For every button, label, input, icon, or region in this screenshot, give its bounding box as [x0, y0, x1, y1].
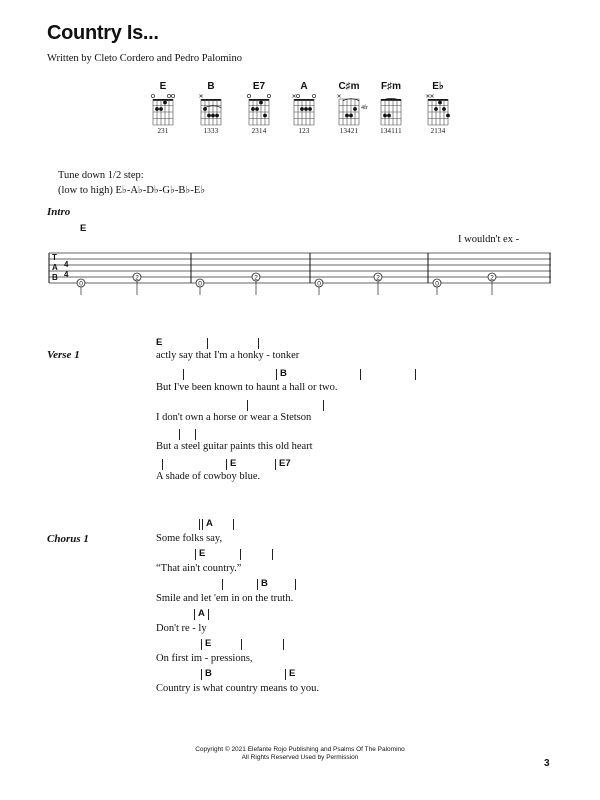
tab-letter: B [52, 273, 58, 282]
beat-slash [323, 400, 324, 411]
chord-name: A [300, 81, 308, 92]
time-signature-top: 4 [64, 260, 69, 269]
chord-marker-e7: E7 [279, 458, 291, 469]
chord-marker-e: E [156, 337, 163, 348]
beat-slash [183, 369, 184, 380]
tab-note: 2 [135, 274, 139, 282]
beat-slash [226, 459, 227, 470]
chord-grid-icon [150, 93, 176, 127]
beat-slash [283, 639, 284, 650]
chord-grid-icon [291, 93, 317, 127]
chord-fingering: 134111 [380, 127, 402, 135]
beat-slash [207, 338, 208, 349]
tab-note: 0 [198, 280, 202, 288]
verse-lyric-line: actly say that I'm a honky - tonker [156, 350, 300, 361]
chord-name: E♭ [432, 81, 444, 92]
chord-marker-a: A [198, 608, 205, 619]
repeat-bar [202, 519, 203, 530]
chord-grid-icon [198, 93, 224, 127]
chorus-lyric-line: “That ain't country.” [156, 563, 242, 574]
tab-letter: T [52, 253, 57, 262]
tab-letter: A [52, 263, 58, 272]
chorus-lyric-line: Don't re - ly [156, 623, 207, 634]
beat-slash [276, 369, 277, 380]
chord-marker-e: E [199, 548, 206, 559]
song-credit: Written by Cleto Cordero and Pedro Palomino [47, 53, 242, 64]
verse-lyric-line: A shade of cowboy blue. [156, 471, 261, 482]
intro-pickup-lyric: I wouldn't ex - [458, 234, 520, 245]
tuning-info [58, 168, 205, 198]
chorus-lyric-line: Some folks say, [156, 533, 223, 544]
tab-note: 2 [490, 274, 494, 282]
chord-fingering: 2314 [251, 127, 267, 135]
chord-diagram-eflat [423, 81, 453, 136]
verse-lyric-line: But a steel guitar paints this old heart [156, 441, 313, 452]
intro-chord: E [80, 223, 87, 234]
beat-slash [179, 429, 180, 440]
chord-diagram-a [289, 81, 319, 136]
beat-slash [194, 609, 195, 620]
chord-name: C♯m [338, 81, 360, 92]
chord-fingering: 13421 [339, 127, 359, 135]
tab-note: 0 [435, 280, 439, 288]
beat-slash [415, 369, 416, 380]
tuning-line-2: (low to high) E♭-A♭-D♭-G♭-B♭-E♭ [58, 185, 206, 196]
beat-slash [257, 579, 258, 590]
beat-slash [258, 338, 259, 349]
section-label-verse: Verse 1 [47, 349, 80, 361]
beat-slash [195, 549, 196, 560]
chorus-lyric-line: Smile and let 'em in on the truth. [156, 593, 294, 604]
copyright-line: Copyright © 2021 Elefante Rojo Publishing and Psalms Of The Palomino [195, 746, 405, 753]
beat-slash [295, 579, 296, 590]
tab-note: 2 [254, 274, 258, 282]
section-label-chorus: Chorus 1 [47, 533, 89, 545]
chord-diagram-fsharp-minor [376, 81, 406, 136]
chorus-lyric-line: On first im - pressions, [156, 653, 253, 664]
time-signature-bottom: 4 [64, 270, 69, 279]
beat-slash [285, 669, 286, 680]
chord-grid-icon [246, 93, 272, 127]
tuning-line-1: Tune down 1/2 step: [58, 170, 144, 181]
chord-grid-icon [425, 93, 451, 127]
chord-name: E7 [252, 81, 266, 92]
chord-marker-b: B [205, 668, 212, 679]
chord-marker-a: A [206, 518, 213, 529]
chord-diagram-b [196, 81, 226, 136]
copyright-footer [0, 746, 600, 762]
rights-line: All Rights Reserved Used by Permission [241, 754, 359, 761]
chord-fingering: 2134 [430, 127, 446, 135]
page-number: 3 [544, 758, 550, 769]
beat-slash [201, 669, 202, 680]
section-label-intro: Intro [47, 206, 71, 218]
beat-slash [241, 639, 242, 650]
beat-slash [201, 639, 202, 650]
chord-name: E [159, 81, 167, 92]
chord-diagram-e7 [244, 81, 274, 136]
beat-slash [247, 400, 248, 411]
chord-marker-e: E [289, 668, 296, 679]
chord-fingering: 123 [298, 127, 310, 135]
chorus-lyric-line: Country is what country means to you. [156, 683, 320, 694]
fret-number: 4fr [361, 105, 368, 111]
beat-slash [222, 579, 223, 590]
song-title: Country Is... [47, 22, 159, 44]
chord-marker-e: E [205, 638, 212, 649]
chord-marker-b: B [280, 368, 287, 379]
chord-marker-b: B [261, 578, 268, 589]
chord-grid-icon [336, 93, 362, 127]
beat-slash [233, 519, 234, 530]
beat-slash [360, 369, 361, 380]
verse-lyric-line: But I've been known to haunt a hall or two. [156, 382, 338, 393]
beat-slash [240, 549, 241, 560]
beat-slash [208, 609, 209, 620]
chord-name: B [207, 81, 215, 92]
beat-slash [195, 429, 196, 440]
tab-note: 0 [317, 280, 321, 288]
chord-fingering: 231 [157, 127, 169, 135]
chord-marker-e: E [230, 458, 237, 469]
beat-slash [162, 459, 163, 470]
tab-note: 2 [376, 274, 380, 282]
chord-name: F♯m [381, 81, 401, 92]
beat-slash [272, 549, 273, 560]
tab-staff [45, 248, 557, 296]
chord-diagram-csharp-minor [334, 81, 368, 136]
chord-fingering: 1333 [203, 127, 219, 135]
beat-slash [275, 459, 276, 470]
tab-note: 0 [79, 280, 83, 288]
beat-slash [199, 519, 200, 530]
chord-diagram-e [148, 81, 178, 136]
verse-lyric-line: I don't own a horse or wear a Stetson [156, 412, 312, 423]
chord-grid-icon [378, 93, 404, 127]
